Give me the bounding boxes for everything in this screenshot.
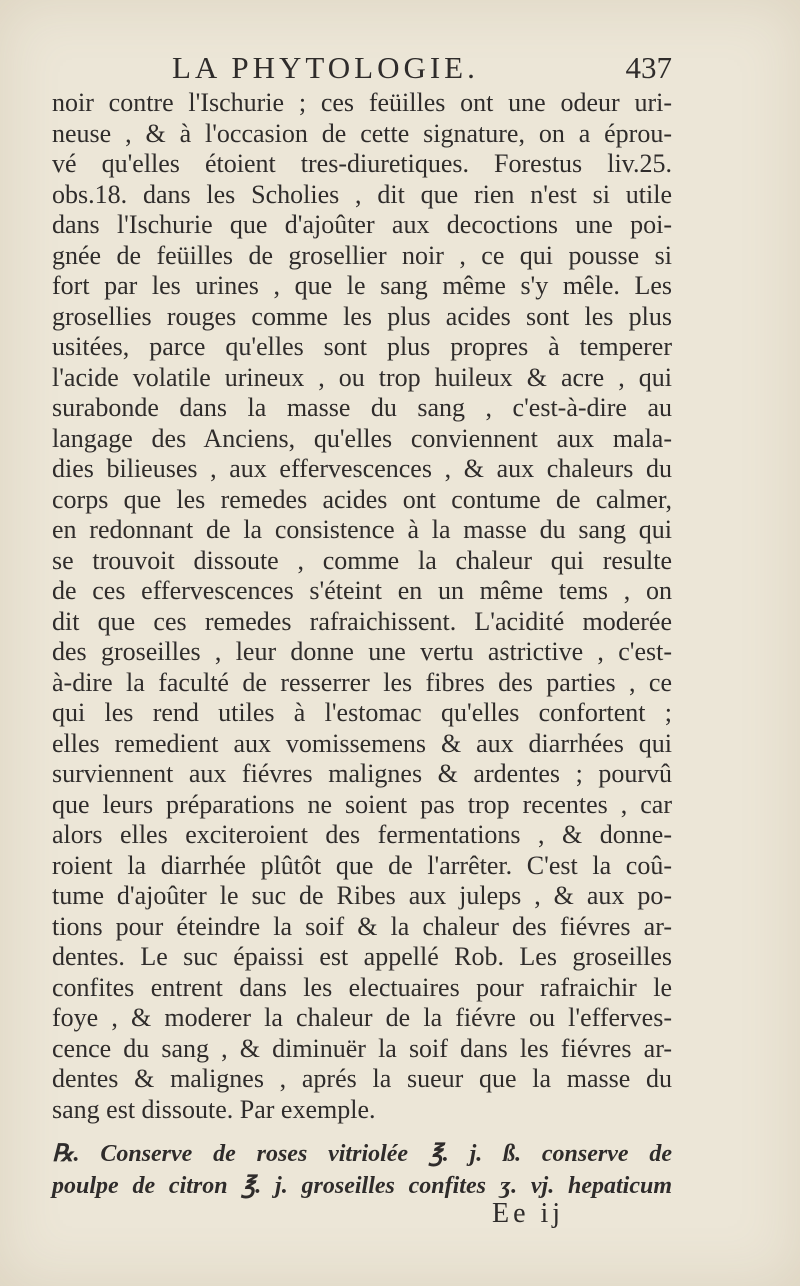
text-line: dies bilieuses , aux effervescences , & aux chaleurs du <box>52 454 672 483</box>
text-line: sang est dissoute. Par exemple. <box>52 1094 376 1124</box>
text-line: dans l'Ischurie que d'ajoûter aux decoctions une poi- <box>52 210 672 239</box>
text-line: l'acide volatile urineux , ou trop huileux & acre , qui <box>52 362 672 392</box>
text-line: de ces effervescences s'éteint en un même tems , on <box>52 576 672 605</box>
formula-line: poulpe de citron ℥. j. groseilles confites ʒ. vj. hepaticum <box>52 1173 672 1199</box>
text-line: cence du sang , & diminuër la soif dans les fiévres ar- <box>52 1033 672 1063</box>
text-line: langage des Anciens, qu'elles conviennent aux mala- <box>52 423 672 453</box>
text-line: en redonnant de la consistence à la masse du sang qui <box>52 515 672 544</box>
text-line: neuse , & à l'occasion de cette signature, on a éprou- <box>52 118 672 148</box>
text-line: tume d'ajoûter le suc de Ribes aux juleps , & aux po- <box>52 881 672 910</box>
catchword: Ee ij <box>492 1198 565 1229</box>
page-number: 437 <box>625 50 672 85</box>
text-line: usitées, parce qu'elles sont plus propres à temperer <box>52 332 672 361</box>
text-line: roient la diarrhée plûtôt que de l'arrêter. C'est la coû- <box>52 850 672 880</box>
text-line: elles remedient aux vomissemens & aux diarrhées qui <box>52 728 672 758</box>
prescription-formula <box>52 1138 672 1202</box>
text-line: des groseilles , leur donne une vertu astrictive , c'est- <box>52 637 672 666</box>
text-line: surabonde dans la masse du sang , c'est-à-dire au <box>52 393 672 422</box>
text-line: dit que ces remedes rafraichissent. L'acidité moderée <box>52 606 672 636</box>
text-line: dentes. Le suc épaissi est appellé Rob. Les groseilles <box>52 942 672 971</box>
text-line: se trouvoit dissoute , comme la chaleur qui resulte <box>52 545 672 575</box>
text-line: dentes & malignes , aprés la sueur que la masse du <box>52 1064 672 1093</box>
text-line: obs.18. dans les Scholies , dit que rien n'est si utile <box>52 179 672 209</box>
body-text <box>52 88 672 1125</box>
text-line: noir contre l'Ischurie ; ces feüilles ont une odeur uri- <box>52 88 672 117</box>
text-line: foye , & moderer la chaleur de la fiévre ou l'efferves- <box>52 1003 672 1032</box>
text-line: tions pour éteindre la soif & la chaleur des fiévres ar- <box>52 911 672 941</box>
text-line: qui les rend utiles à l'estomac qu'elles confortent ; <box>52 698 672 727</box>
text-line: gnée de feüilles de grosellier noir , ce qui pousse si <box>52 240 672 270</box>
text-line: corps que les remedes acides ont contume de calmer, <box>52 484 672 514</box>
running-title: LA PHYTOLOGIE. <box>172 50 479 85</box>
formula-line: ℞. Conserve de roses vitriolée ℥. j. ß. conserve de <box>52 1141 672 1167</box>
text-line: surviennent aux fiévres malignes & ardentes ; pourvû <box>52 759 672 788</box>
text-line: grosellies rouges comme les plus acides sont les plus <box>52 301 672 331</box>
text-line: à-dire la faculté de resserrer les fibres des parties , ce <box>52 667 672 697</box>
text-line: alors elles exciteroient des fermentations , & donne- <box>52 820 672 849</box>
text-line: fort par les urines , que le sang même s'y mêle. Les <box>52 271 672 300</box>
text-line: confites entrent dans les electuaires pour rafraichir le <box>52 972 672 1002</box>
text-line: vé qu'elles étoient tres-diuretiques. Forestus liv.25. <box>52 149 672 178</box>
text-line: que leurs préparations ne soient pas trop recentes , car <box>52 789 672 819</box>
